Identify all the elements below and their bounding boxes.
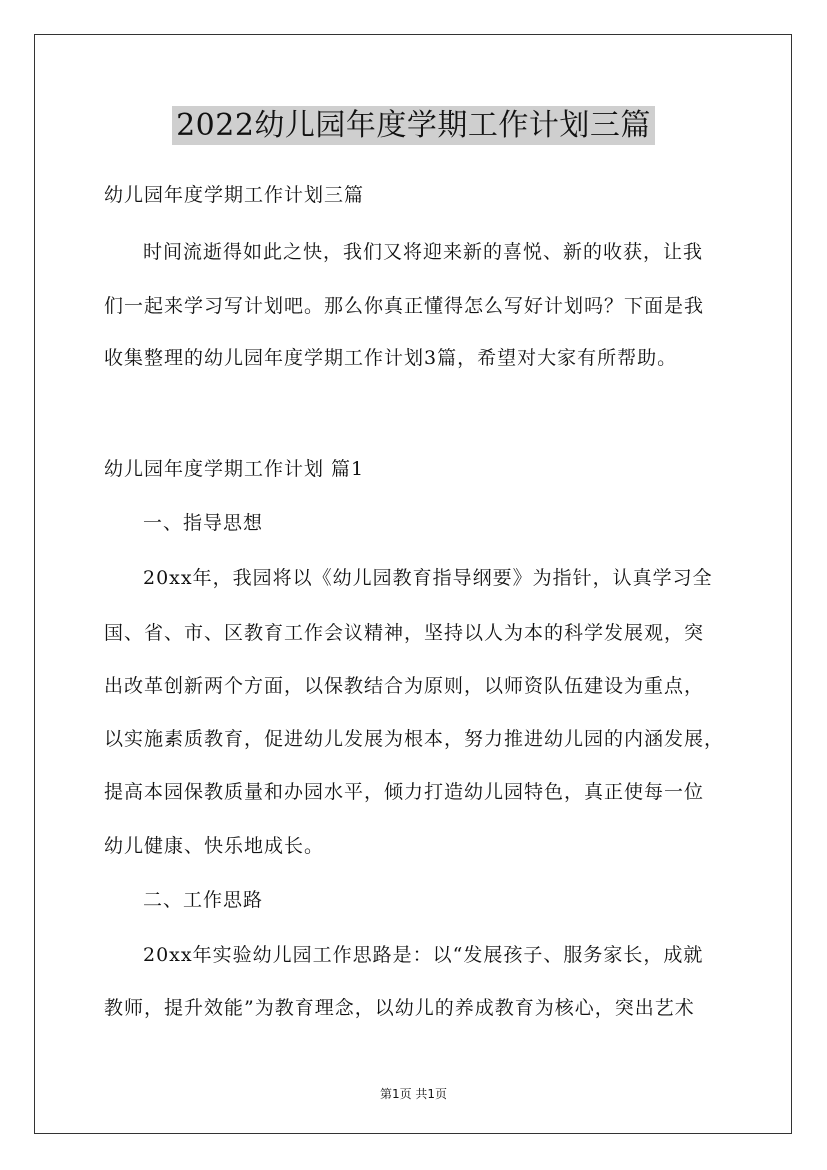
paragraph-line: 们一起来学习写计划吧。那么你真正懂得怎么写好计划吗？下面是我 (104, 295, 705, 317)
document-title-wrap (0, 100, 827, 144)
paragraph-line: 教师，提升效能”为教育理念，以幼儿的养成教育为核心，突出艺术 (104, 997, 695, 1019)
subtitle-line: 幼儿园年度学期工作计划三篇 (104, 184, 365, 206)
paragraph-line: 国、省、市、区教育工作会议精神，坚持以人为本的科学发展观，突 (104, 622, 705, 644)
page-footer: 第1页 共1页 (379, 1087, 448, 1101)
subsection-heading: 一、指导思想 (143, 512, 264, 534)
subsection-heading: 二、工作思路 (143, 889, 264, 911)
paragraph-line: 幼儿健康、快乐地成长。 (104, 835, 325, 857)
paragraph-line: 提高本园保教质量和办园水平，倾力打造幼儿园特色，真正使每一位 (104, 781, 705, 803)
paragraph-line: 以实施素质教育，促进幼儿发展为根本，努力推进幼儿园的内涵发展， (104, 728, 725, 750)
paragraph-line: 20xx年实验幼儿园工作思路是：以“发展孩子、服务家长，成就 (143, 944, 704, 966)
paragraph-line: 时间流逝得如此之快，我们又将迎来新的喜悦、新的收获，让我 (143, 241, 704, 263)
paragraph-line: 收集整理的幼儿园年度学期工作计划3篇，希望对大家有所帮助。 (104, 347, 678, 369)
paragraph-line: 20xx年，我园将以《幼儿园教育指导纲要》为指针，认真学习全 (143, 567, 713, 589)
paragraph-line: 出改革创新两个方面，以保教结合为原则，以师资队伍建设为重点， (104, 675, 705, 697)
section-heading: 幼儿园年度学期工作计划 篇1 (104, 458, 365, 480)
document-title: 2022幼儿园年度学期工作计划三篇 (172, 106, 655, 145)
